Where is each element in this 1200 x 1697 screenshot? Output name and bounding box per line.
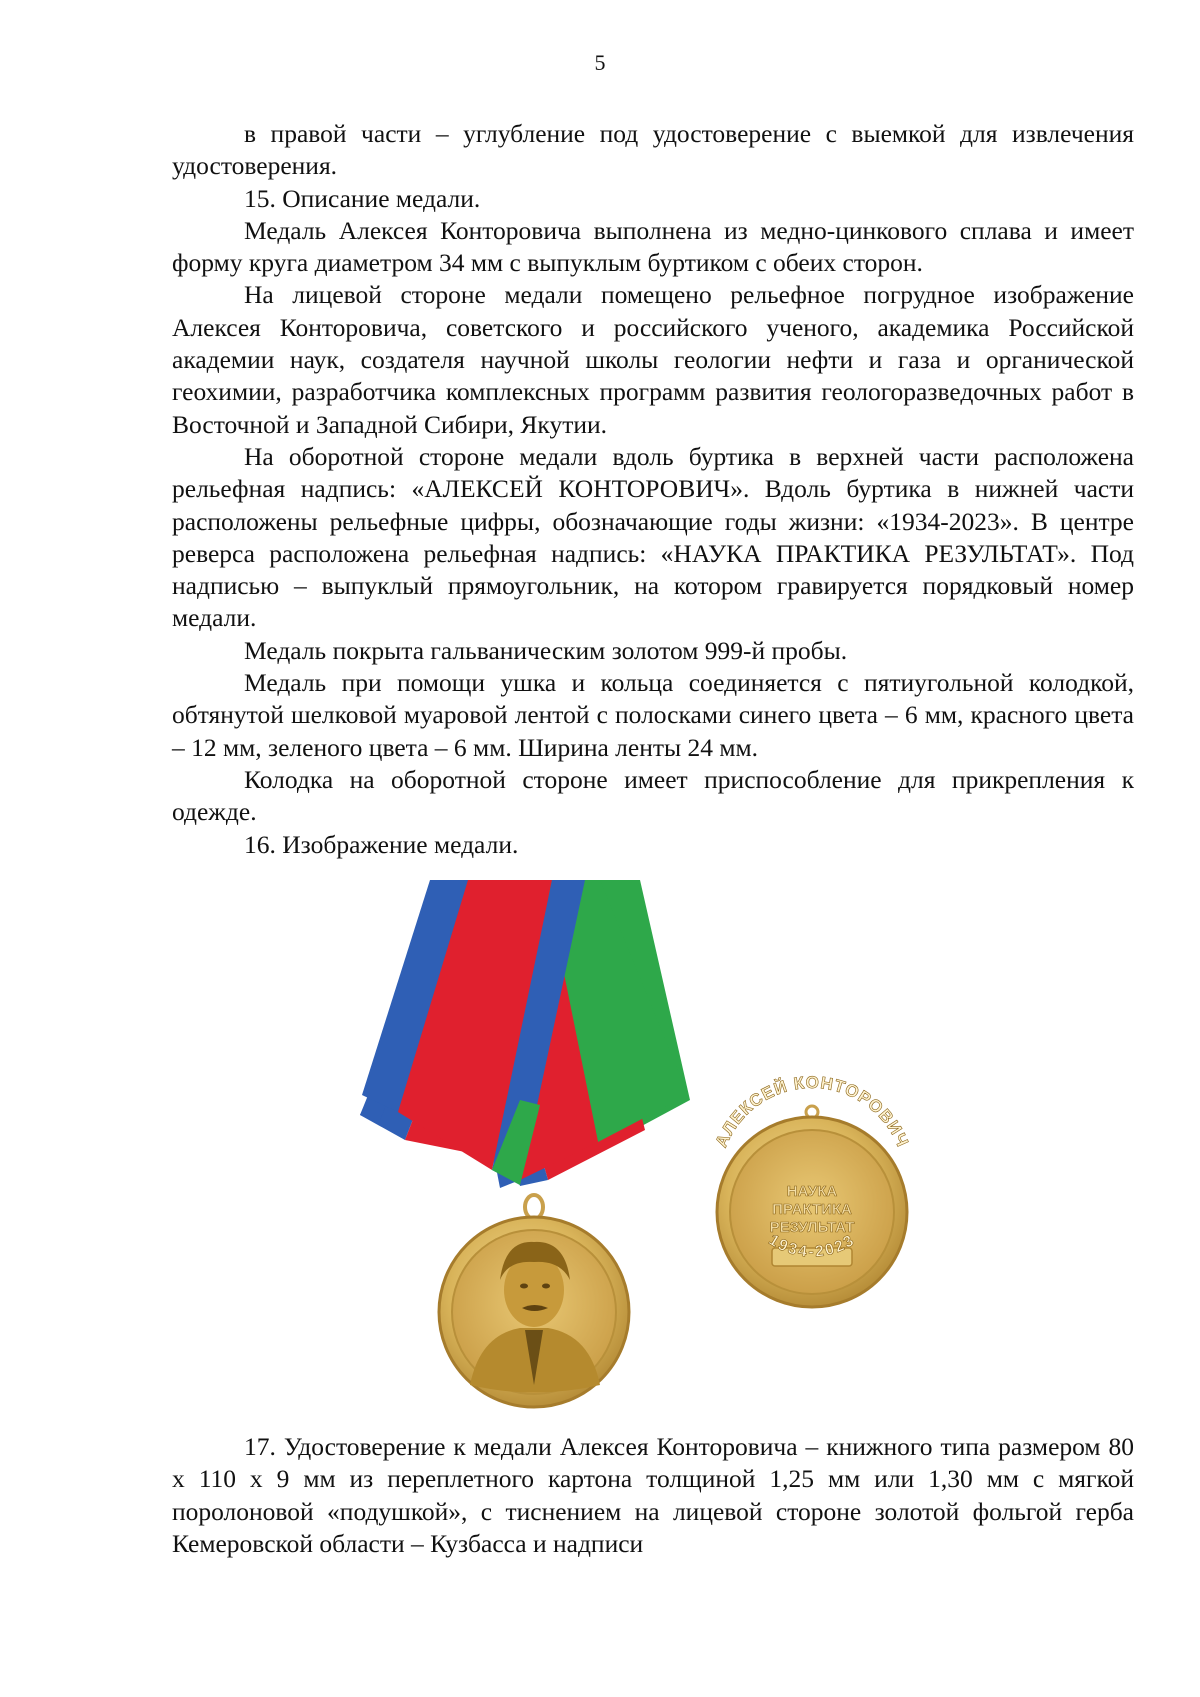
paragraph: 16. Изображение медали.	[244, 829, 519, 859]
reverse-line3: РЕЗУЛЬТАТ	[769, 1219, 855, 1236]
reverse-years-text: 1934-2023	[765, 1231, 859, 1261]
body-text-top	[172, 118, 1134, 861]
medal-illustration	[0, 880, 1200, 1420]
reverse-line2: ПРАКТИКА	[772, 1201, 852, 1218]
body-text-bottom	[172, 1431, 1134, 1560]
paragraph: Медаль покрыта гальваническим золотом 999-й пробы.	[244, 635, 848, 665]
medal-obverse	[439, 1217, 629, 1407]
medal-reverse	[712, 1073, 913, 1307]
paragraph: Колодка на оборотной стороне имеет приспособление для прикрепления к одежде.	[172, 764, 1134, 827]
paragraph: в правой части – углубление под удостоверение с выемкой для извлечения удостоверения.	[172, 119, 1134, 181]
paragraph: 17. Удостоверение к медали Алексея Конторовича – книжного типа размером 80 х 110 х 9 мм из переплетного картона толщиной 1,25 мм или 1,30 мм с мягкой поролоновой «подушкой», с тиснением на лицевой стороне золотой фольгой герба Кемеровской области – Кузбасса и надписи	[172, 1432, 1134, 1558]
paragraph: Медаль Алексея Конторовича выполнена из медно-цинкового сплава и имеет форму круга диаметром 34 мм с выпуклым буртиком с обеих сторон.	[172, 215, 1134, 278]
paragraph: На лицевой стороне медали помещено рельефное погрудное изображение Алексея Конторовича, советского и российского ученого, академика Российской академии наук, создателя научной школы геологии нефти и газа и органической геохимии, разработчика комплексных программ развития геологоразведочных работ в Восточной и Западной Сибири, Якутии.	[172, 280, 1134, 439]
paragraph: 15. Описание медали.	[244, 183, 481, 213]
page-number: 5	[594, 50, 606, 75]
reverse-name-text: АЛЕКСЕЙ КОНТОРОВИЧ	[711, 1072, 913, 1151]
medal-ring	[525, 1195, 543, 1219]
paragraph: Медаль при помощи ушка и кольца соединяется с пятиугольной колодкой, обтянутой шелковой муаровой лентой с полосками синего цвета – 6 мм, красного цвета – 12 мм, зеленого цвета – 6 мм. Ширина ленты 24 мм.	[172, 668, 1134, 762]
paragraph: На оборотной стороне медали вдоль буртика в верхней части расположена рельефная надпись: «АЛЕКСЕЙ КОНТОРОВИЧ». Вдоль буртика в нижней части расположены рельефные цифры, обозначающие годы жизни: «1934-2023». В центре реверса расположена рельефная надпись: «НАУКА ПРАКТИКА РЕЗУЛЬТАТ». Под надписью – выпуклый прямоугольник, на котором гравируется порядковый номер медали.	[172, 441, 1134, 633]
medal-figure	[0, 880, 1200, 1420]
reverse-line1: НАУКА	[786, 1183, 838, 1200]
